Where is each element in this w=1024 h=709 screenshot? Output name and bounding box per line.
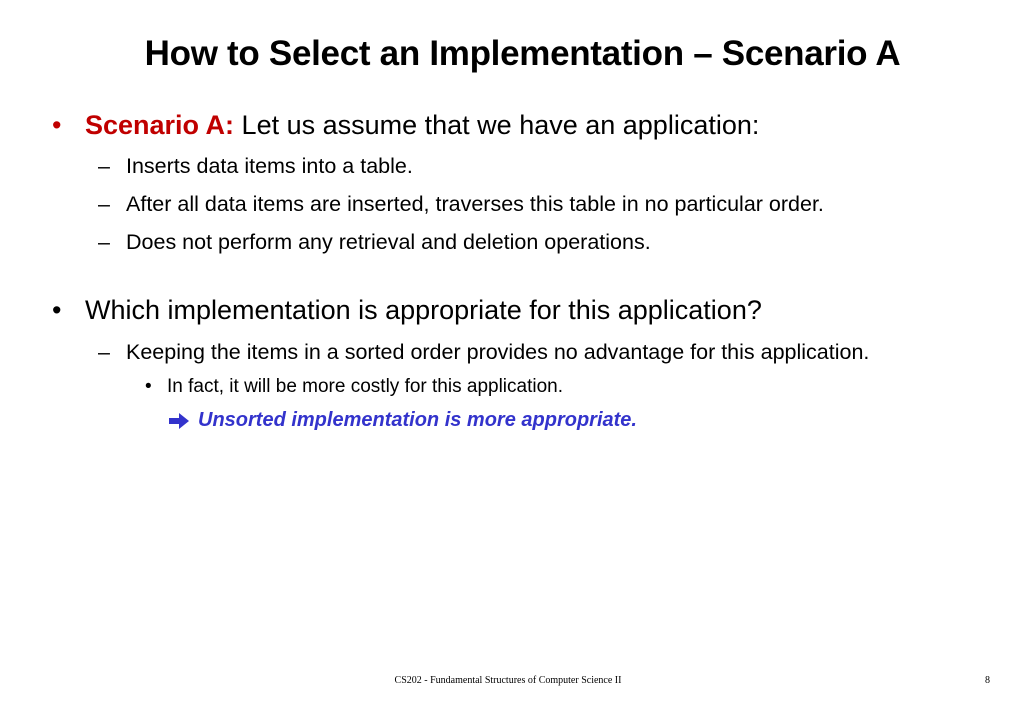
- sub-item-text: After all data items are inserted, traverses this table in no particular order.: [126, 192, 824, 216]
- question-text: Which implementation is appropriate for this application?: [85, 295, 762, 325]
- dash-marker: –: [98, 192, 110, 216]
- footer-text: CS202 - Fundamental Structures of Computer Science II: [394, 675, 622, 686]
- sub-sub-item-text: In fact, it will be more costly for this application.: [167, 376, 563, 397]
- scenario-label: Scenario A:: [85, 110, 235, 140]
- sub-item-text: Inserts data items into a table.: [126, 154, 413, 178]
- conclusion-text: Unsorted implementation is more appropriate.: [198, 409, 637, 431]
- page-number: 8: [985, 675, 990, 686]
- dash-marker: –: [98, 230, 110, 254]
- bullet-marker: •: [52, 295, 62, 325]
- dash-marker: –: [98, 340, 110, 364]
- slide-title: How to Select an Implementation – Scenario A: [144, 34, 901, 73]
- arrow-right-icon: [168, 412, 190, 430]
- sub-item-text: Keeping the items in a sorted order provides no advantage for this application.: [126, 340, 870, 364]
- bullet-marker: •: [145, 376, 152, 397]
- dash-marker: –: [98, 154, 110, 178]
- bullet-marker: •: [52, 110, 62, 140]
- sub-item-text: Does not perform any retrieval and deletion operations.: [126, 230, 651, 254]
- conclusion: [168, 409, 637, 432]
- scenario-text: Let us assume that we have an application:: [234, 110, 760, 140]
